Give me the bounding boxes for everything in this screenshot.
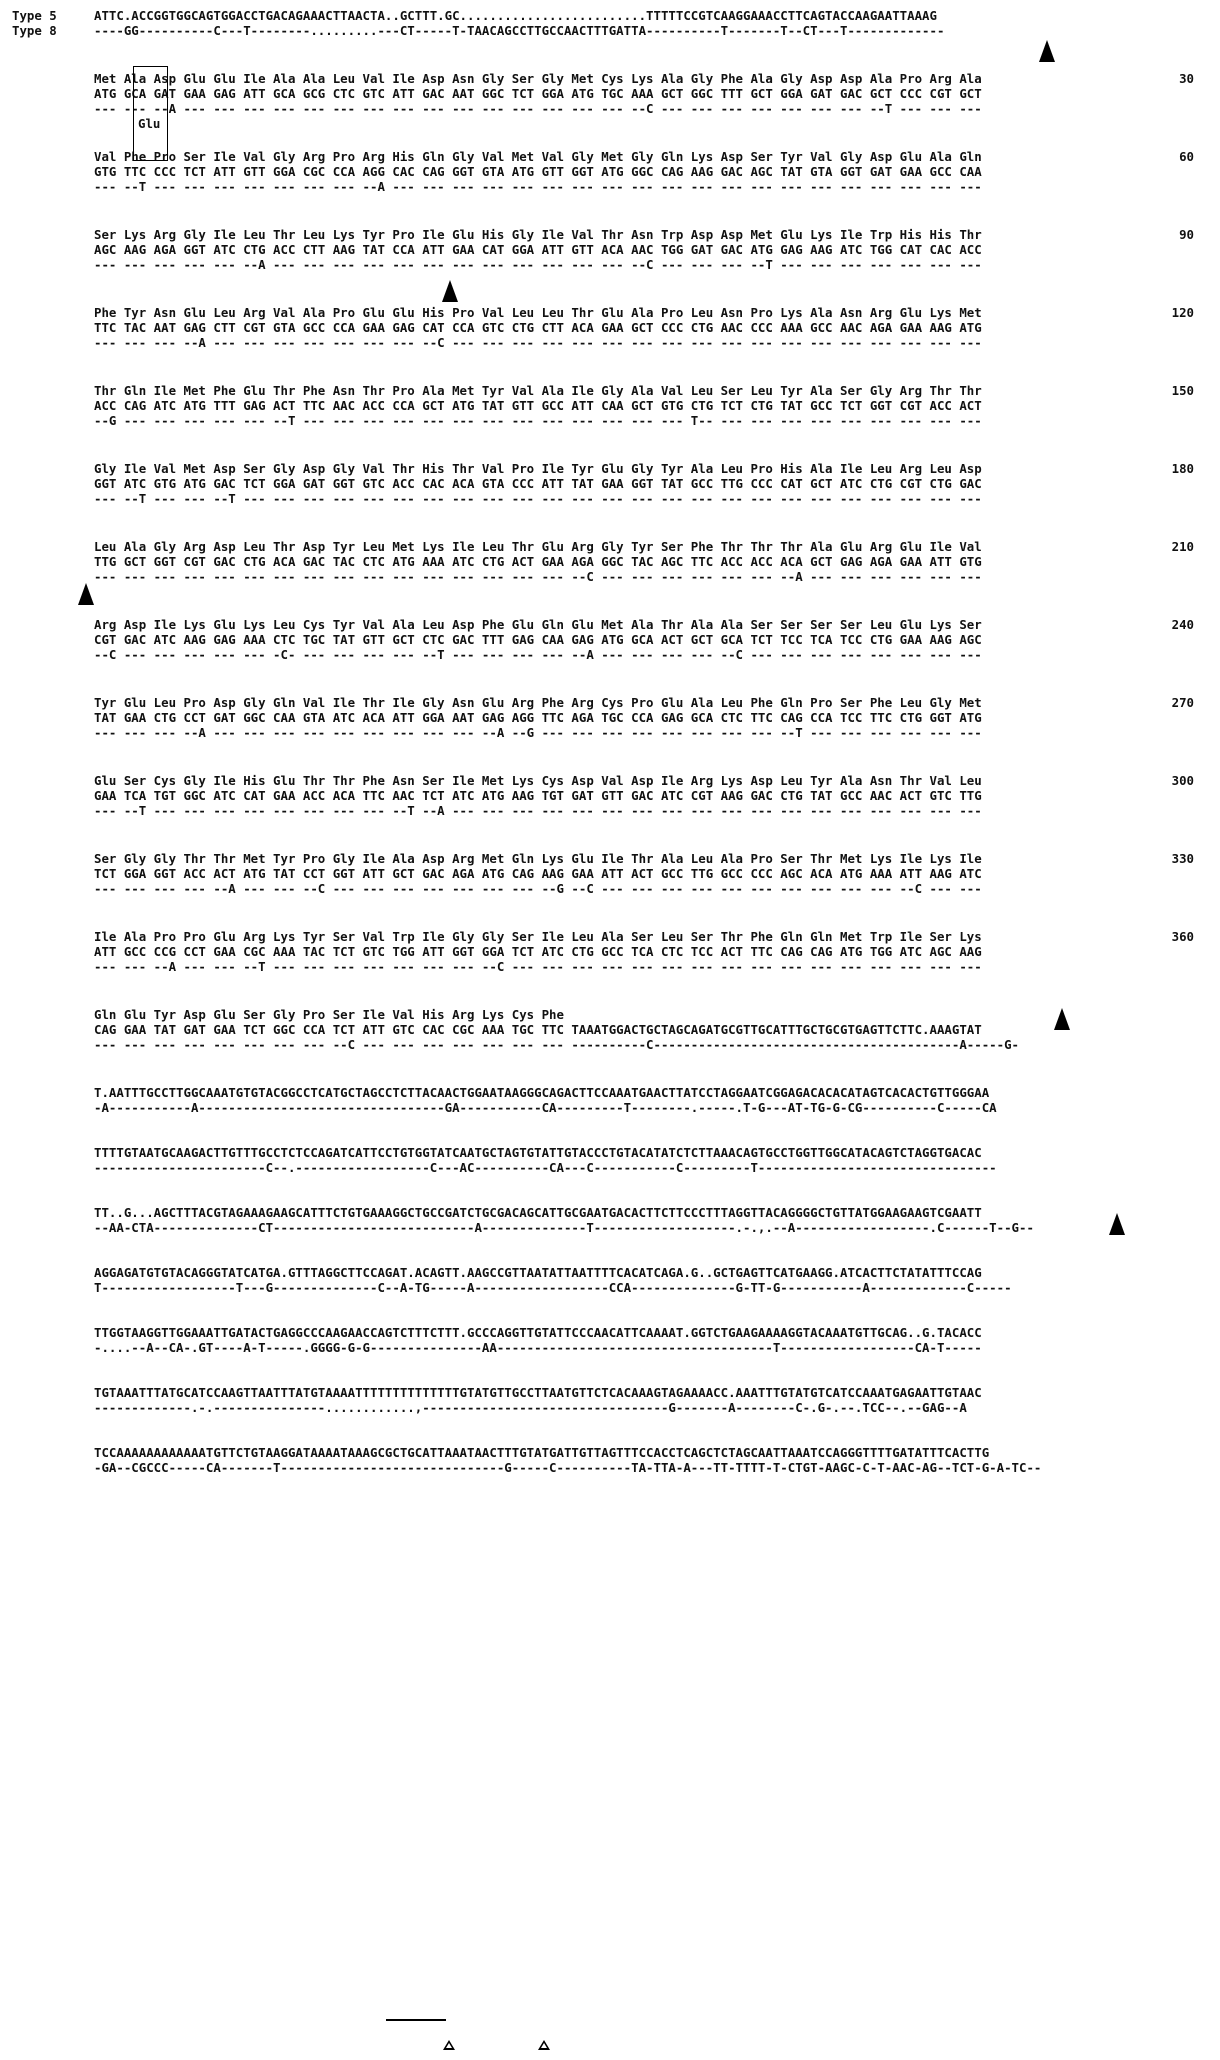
utr-difference-row: [12, 1220, 1208, 1235]
amino-acid-row: [12, 539, 1208, 554]
sequence-text: -----------------------C--.------------------C---AC----------CA---C-----------C---------T--------------------------------: [94, 1160, 997, 1175]
nucleotide-row: [12, 632, 1208, 647]
sequence-text: TTC TAC AAT GAG CTT CGT GTA GCC CCA GAA GAG CAT CCA GTC CTG CTT ACA GAA GCT CCC CTG AAC CCC AAA GCC AAC AGA GAA AAG ATG: [94, 320, 982, 335]
difference-row: [12, 881, 1208, 896]
utr-difference-row: [12, 1280, 1208, 1295]
residue-number: 30: [1179, 71, 1194, 86]
sequence-text: Ile Ala Pro Pro Glu Arg Lys Tyr Ser Val Trp Ile Gly Gly Ser Ile Leu Ala Ser Leu Ser Thr Phe Gln Gln Met Trp Ile Ser Lys: [94, 929, 982, 944]
sequence-text: ACC CAG ATC ATG TTT GAG ACT TTC AAC ACC CCA GCT ATG TAT GTT GCC ATT CAA GCT GTG CTG TCT CTG TAT GCC TCT GGT CGT ACC ACT: [94, 398, 982, 413]
sequence-text: --C --- --- --- --- --- -C- --- --- --- --- --T --- --- --- --- --A --- --- --- --- --C --- --- --- --- --- --- --- ---: [94, 647, 982, 662]
difference-row: [12, 959, 1208, 974]
nucleotide-row: [12, 86, 1208, 101]
difference-row: [12, 101, 1208, 116]
nucleotide-row: [12, 788, 1208, 803]
sequence-text: Val Phe Pro Ser Ile Val Gly Arg Pro Arg His Gln Gly Val Met Val Gly Met Gly Gln Lys Asp Ser Tyr Val Gly Asp Glu Ala Gln: [94, 149, 982, 164]
amino-acid-row: [12, 461, 1208, 476]
residue-number: 330: [1171, 851, 1194, 866]
header-row: [12, 23, 1208, 38]
utr-sequence-row: [12, 1205, 1208, 1220]
residue-number: 300: [1171, 773, 1194, 788]
sequence-text: Met Ala Asp Glu Glu Ile Ala Ala Leu Val Ile Asp Asn Gly Ser Gly Met Cys Lys Ala Gly Phe Ala Gly Asp Asp Ala Pro Arg Ala: [94, 71, 982, 86]
residue-number: 150: [1171, 383, 1194, 398]
sequence-text: --- --T --- --- --T --- --- --- --- --- --- --- --- --- --- --- --- --- --- --- --- --- --- --- --- --- --- --- --- ---: [94, 491, 982, 506]
residue-number: 120: [1171, 305, 1194, 320]
amino-acid-row: [12, 617, 1208, 632]
nucleotide-row: [12, 398, 1208, 413]
sequence-text: --- --- --- --- --- --- --- --- --- --- --- --- --- --- --- --- --C --- --- --- --- --- --- --A --- --- --- --- --- ---: [94, 569, 982, 584]
sequence-text: -....--A--CA-.GT----A-T-----.GGGG-G-G---------------AA-------------------------------------T------------------CA-T-----: [94, 1340, 982, 1355]
difference-row: [12, 335, 1208, 350]
codon-block: [12, 461, 1208, 506]
difference-row: [12, 569, 1208, 584]
cleavage-site-marker: [443, 2040, 455, 2050]
amino-acid-row: [12, 929, 1208, 944]
nucleotide-row: [12, 944, 1208, 959]
sequence-text: --- --- --- --- --- --- --- --- --C --- --- --- --- --- --- --- ----------C-----------------------------------------A-----G-: [94, 1037, 1020, 1052]
sequence-text: Tyr Glu Leu Pro Asp Gly Gln Val Ile Thr Ile Gly Asn Glu Arg Phe Arg Cys Pro Glu Ala Leu Phe Gln Pro Ser Phe Leu Gly Met: [94, 695, 982, 710]
utr-block: [12, 1085, 1208, 1115]
sequence-text: AGGAGATGTGTACAGGGTATCATGA.GTTTAGGCTTCCAGAT.ACAGTT.AAGCCGTTAATATTAATTTTCACATCAGA.G..GCTGAGTTCATGAAGG.ATCACTTCTATATTTCCAG: [94, 1265, 982, 1280]
utr-block: [12, 1325, 1208, 1355]
utr-block: [12, 1445, 1208, 1475]
splice-arrow-marker: [1054, 1008, 1070, 1030]
sequence-text: TTTTGTAATGCAAGACTTGTTTGCCTCTCCAGATCATTCCTGTGGTATCAATGCTAGTGTATTGTACCCTGTACATATCTCTTAAACAGTGCCTGGTTGGCATACAGTCTAGGTGACAC: [94, 1145, 982, 1160]
sequence-text: --- --- --- --A --- --- --- --- --- --- --- --C --- --- --- --- --- --- --- --- --- --- --- --- --- --- --- --- --- ---: [94, 335, 982, 350]
codon-block: [12, 305, 1208, 350]
sequence-text: T------------------T---G--------------C--A-TG-----A------------------CCA--------------G-TT-G-----------A-------------C-----: [94, 1280, 1012, 1295]
utr-sequence-row: [12, 1265, 1208, 1280]
sequence-text: --- --- --- --A --- --- --- --- --- --- --- --- --- --A --G --- --- --- --- --- --- --- --- --T --- --- --- --- --- ---: [94, 725, 982, 740]
sequence-text: Gln Glu Tyr Asp Glu Ser Gly Pro Ser Ile Val His Arg Lys Cys Phe: [94, 1007, 564, 1022]
sequence-text: --- --T --- --- --- --- --- --- --- --- --T --A --- --- --- --- --- --- --- --- --- --- --- --- --- --- --- --- --- ---: [94, 803, 982, 818]
polyadenylation-signal-underline: [386, 2019, 446, 2021]
sequence-text: -A-----------A---------------------------------GA-----------CA---------T--------.-----.T-G---AT-TG-G-CG----------C-----CA: [94, 1100, 997, 1115]
cleavage-site-marker: [538, 2040, 550, 2050]
nucleotide-row: [12, 320, 1208, 335]
sequence-text: ATTC.ACCGGTGGCAGTGGACCTGACAGAAACTTAACTA..GCTTT.GC.........................TTTTTCCGTCAAGGAAACCTTCAGTACCAAGAATTAAAG: [94, 8, 937, 23]
sequence-text: GGT ATC GTG ATG GAC TCT GGA GAT GGT GTC ACC CAC ACA GTA CCC ATT TAT GAA GGT TAT GCC TTG CCC CAT GCT ATC CTG CGT CTG GAC: [94, 476, 982, 491]
utr-block: [12, 1265, 1208, 1295]
sequence-text: Glu Ser Cys Gly Ile His Glu Thr Thr Phe Asn Ser Ile Met Lys Cys Asp Val Asp Ile Arg Lys Asp Leu Tyr Ala Asn Thr Val Leu: [94, 773, 982, 788]
amino-acid-row: [12, 149, 1208, 164]
codon-block: [12, 71, 1208, 131]
codon-block: [12, 695, 1208, 740]
sequence-text: Ser Gly Gly Thr Thr Met Tyr Pro Gly Ile Ala Asp Arg Met Gln Lys Glu Ile Thr Ala Leu Ala Pro Ser Thr Met Lys Ile Lys Ile: [94, 851, 982, 866]
codon-block: [12, 383, 1208, 428]
utr-difference-row: [12, 1400, 1208, 1415]
sequence-text: T.AATTTGCCTTGGCAAATGTGTACGGCCTCATGCTAGCCTCTTACAACTGGAATAAGGGCAGACTTCCAAATGAACTTATCCTAGGAATCGGAGACACACATAGTCACACTGTTGGGAA: [94, 1085, 990, 1100]
codon-block: [12, 929, 1208, 974]
sequence-text: TCCAAAAAAAAAAAATGTTCTGTAAGGATAAAATAAAGCGCTGCATTAAATAACTTTGTATGATTGTTAGTTTCCACCTCAGCTCTAGCAATTAAATCCAGGGTTTTGATATTTCACTTG: [94, 1445, 990, 1460]
utr-difference-row: [12, 1100, 1208, 1115]
utr-sequence-row: [12, 1325, 1208, 1340]
sequence-text: Arg Asp Ile Lys Glu Lys Leu Cys Tyr Val Ala Leu Asp Phe Glu Gln Glu Met Ala Thr Ala Ala Ser Ser Ser Ser Leu Glu Lys Ser: [94, 617, 982, 632]
utr-block: [12, 1145, 1208, 1175]
difference-row: [12, 179, 1208, 194]
amino-acid-row: [12, 71, 1208, 86]
sequence-text: TAT GAA CTG CCT GAT GGC CAA GTA ATC ACA ATT GGA AAT GAG AGG TTC AGA TGC CCA GAG GCA CTC TTC CAG CCA TCC TTC CTG GGT ATG: [94, 710, 982, 725]
sequence-text: Ser Lys Arg Gly Ile Leu Thr Leu Lys Tyr Pro Ile Glu His Gly Ile Val Thr Asn Trp Asp Asp Met Glu Lys Ile Trp His His Thr: [94, 227, 982, 242]
sequence-text: TTGGTAAGGTTGGAAATTGATACTGAGGCCCAAGAACCAGTCTTTCTTT.GCCCAGGTTGTATTCCCAACATTCAAAAT.GGTCTGAAGAAAAGGTACAAATGTTGCAG..G.TACACC: [94, 1325, 982, 1340]
utr-block: [12, 1205, 1208, 1235]
nucleotide-row: [12, 710, 1208, 725]
sequence-text: CAG GAA TAT GAT GAA TCT GGC CCA TCT ATT GTC CAC CGC AAA TGC TTC TAAATGGACTGCTAGCAGATGCGTTGCATTTGCTGCGTGAGTTCTTC.AAAGTAT: [94, 1022, 982, 1037]
codon-block: [12, 539, 1208, 584]
sequence-type-label: Type 8: [12, 23, 57, 38]
nucleotide-row: [12, 866, 1208, 881]
sequence-text: GAA TCA TGT GGC ATC CAT GAA ACC ACA TTC AAC TCT ATC ATG AAG TGT GAT GTT GAC ATC CGT AAG GAC CTG TAT GCC AAC ACT GTC TTG: [94, 788, 982, 803]
residue-number: 90: [1179, 227, 1194, 242]
codon-block: [12, 149, 1208, 194]
sequence-type-label: Type 5: [12, 8, 57, 23]
codon-block: [12, 617, 1208, 662]
difference-row: [12, 647, 1208, 662]
sequence-text: ----GG----------C---T--------.........---CT-----T-TAACAGCCTTGCCAACTTTGATTA----------T-------T--CT---T-------------: [94, 23, 945, 38]
sequence-text: AGC AAG AGA GGT ATC CTG ACC CTT AAG TAT CCA ATT GAA CAT GGA ATT GTT ACA AAC TGG GAT GAC ATG GAG AAG ATC TGG CAT CAC ACC: [94, 242, 982, 257]
sequence-text: GTG TTC CCC TCT ATT GTT GGA CGC CCA AGG CAC CAG GGT GTA ATG GTT GGT ATG GGC CAG AAG GAC AGC TAT GTA GGT GAT GAA GCC CAA: [94, 164, 982, 179]
sequence-text: TGTAAATTTATGCATCCAAGTTAATTTATGTAAAATTTTTTTTTTTTTTGTATGTTGCCTTAATGTTCTCACAAAGTAGAAAACC.AAATTTGTATGTCATCCAAATGAGAATTGTAAC: [94, 1385, 982, 1400]
residue-number: 240: [1171, 617, 1194, 632]
amino-acid-row: [12, 695, 1208, 710]
residue-number: 270: [1171, 695, 1194, 710]
sequence-text: --- --- --A --- --- --- --- --- --- --- --- --- --- --- --- --- --- --- --C --- --- --- --- --- --- --- --T --- --- ---: [94, 101, 982, 116]
codon-block: [12, 1007, 1208, 1052]
sequence-text: -------------.-.---------------............,---------------------------------G-------A--------C-.G-.--.TCC--.--GAG--A: [94, 1400, 967, 1415]
sequence-text: Thr Gln Ile Met Phe Glu Thr Phe Asn Thr Pro Ala Met Tyr Val Ala Ile Gly Ala Val Leu Ser Leu Tyr Ala Ser Gly Arg Thr Thr: [94, 383, 982, 398]
utr-difference-row: [12, 1160, 1208, 1175]
residue-number: 60: [1179, 149, 1194, 164]
sequence-text: TT..G...AGCTTTACGTAGAAAGAAGCATTTCTGTGAAAGGCTGCCGATCTGCGACAGCATTGCGAATGACACTTCTTCCCTTTAGGTTACAGGGGCTGTTATGGAAGAAGTCGAATT: [94, 1205, 982, 1220]
splice-arrow-marker: [1109, 1213, 1125, 1235]
difference-row: [12, 413, 1208, 428]
substituted-residue-row: [12, 116, 1208, 131]
utr-sequence-row: [12, 1085, 1208, 1100]
alignment-header: [12, 8, 1208, 71]
utr-sequence-row: [12, 1145, 1208, 1160]
nucleotide-row: [12, 554, 1208, 569]
difference-row: [12, 725, 1208, 740]
utr-sequence-row: [12, 1385, 1208, 1400]
utr-sequence-row: [12, 1445, 1208, 1460]
amino-acid-row: [12, 227, 1208, 242]
sequence-text: Gly Ile Val Met Asp Ser Gly Asp Gly Val Thr His Thr Val Pro Ile Tyr Glu Gly Tyr Ala Leu Pro His Ala Ile Leu Arg Leu Asp: [94, 461, 982, 476]
amino-acid-row: [12, 851, 1208, 866]
substituted-residue: Glu: [138, 116, 161, 131]
residue-number: 210: [1171, 539, 1194, 554]
sequence-text: TCT GGA GGT ACC ACT ATG TAT CCT GGT ATT GCT GAC AGA ATG CAG AAG GAA ATT ACT GCC TTG GCC CCC AGC ACA ATG AAA ATT AAG ATC: [94, 866, 982, 881]
sequence-text: CGT GAC ATC AAG GAG AAA CTC TGC TAT GTT GCT CTC GAC TTT GAG CAA GAG ATG GCA ACT GCT GCA TCT TCC TCA TCC CTG GAA AAG AGC: [94, 632, 982, 647]
residue-number: 360: [1171, 929, 1194, 944]
splice-arrow-marker: [78, 583, 94, 605]
codon-box-highlight: [133, 66, 168, 161]
nucleotide-row: [12, 164, 1208, 179]
utr-block: [12, 1385, 1208, 1415]
sequence-text: -GA--CGCCC-----CA-------T------------------------------G-----C----------TA-TTA-A---TT-TTTT-T-CTGT-AAGC-C-T-AAC-AG--TCT-G-A-TC--: [94, 1460, 1042, 1475]
nucleotide-row: [12, 1022, 1208, 1037]
sequence-text: Phe Tyr Asn Glu Leu Arg Val Ala Pro Glu Glu His Pro Val Leu Leu Thr Glu Ala Pro Leu Asn Pro Lys Ala Asn Arg Glu Lys Met: [94, 305, 982, 320]
codon-block: [12, 773, 1208, 818]
sequence-text: ATT GCC CCG CCT GAA CGC AAA TAC TCT GTC TGG ATT GGT GGA TCT ATC CTG GCC TCA CTC TCC ACT TTC CAG CAG ATG TGG ATC AGC AAG: [94, 944, 982, 959]
sequence-text: --AA-CTA--------------CT---------------------------A--------------T-------------------.-.,.--A------------------.C------T--G--: [94, 1220, 1034, 1235]
codon-block: [12, 851, 1208, 896]
sequence-text: --- --T --- --- --- --- --- --- --- --A --- --- --- --- --- --- --- --- --- --- --- --- --- --- --- --- --- --- --- ---: [94, 179, 982, 194]
header-row: [12, 8, 1208, 23]
amino-acid-row: [12, 305, 1208, 320]
coding-region: [12, 71, 1208, 1085]
utr-difference-row: [12, 1460, 1208, 1475]
residue-number: 180: [1171, 461, 1194, 476]
sequence-alignment-figure: [12, 8, 1208, 2052]
nucleotide-row: [12, 476, 1208, 491]
utr-region: [12, 1085, 1208, 1505]
sequence-text: --G --- --- --- --- --- --T --- --- --- --- --- --- --- --- --- --- --- --- --- T-- --- --- --- --- --- --- --- --- ---: [94, 413, 982, 428]
amino-acid-row: [12, 773, 1208, 788]
codon-block: [12, 227, 1208, 272]
splice-arrow-marker: [1039, 40, 1055, 62]
difference-row: [12, 491, 1208, 506]
difference-row: [12, 1037, 1208, 1052]
difference-row: [12, 803, 1208, 818]
sequence-text: --- --- --- --- --A --- --- --C --- --- --- --- --- --- --- --G --C --- --- --- --- --- --- --- --- --- --- --C --- ---: [94, 881, 982, 896]
sequence-text: Leu Ala Gly Arg Asp Leu Thr Asp Tyr Leu Met Lys Ile Leu Thr Glu Arg Gly Tyr Ser Phe Thr Thr Thr Ala Glu Arg Glu Ile Val: [94, 539, 982, 554]
sequence-text: TTG GCT GGT CGT GAC CTG ACA GAC TAC CTC ATG AAA ATC CTG ACT GAA AGA GGC TAC AGC TTC ACC ACC ACA GCT GAG AGA GAA ATT GTG: [94, 554, 982, 569]
amino-acid-row: [12, 1007, 1208, 1022]
amino-acid-row: [12, 383, 1208, 398]
sequence-text: ATG GCA GAT GAA GAG ATT GCA GCG CTC GTC ATT GAC AAT GGC TCT GGA ATG TGC AAA GCT GGC TTT GCT GGA GAT GAC GCT CCC CGT GCT: [94, 86, 982, 101]
sequence-text: --- --- --- --- --- --A --- --- --- --- --- --- --- --- --- --- --- --- --C --- --- --- --T --- --- --- --- --- --- ---: [94, 257, 982, 272]
difference-row: [12, 257, 1208, 272]
nucleotide-row: [12, 242, 1208, 257]
splice-arrow-marker: [442, 280, 458, 302]
utr-difference-row: [12, 1340, 1208, 1355]
sequence-text: --- --- --A --- --- --T --- --- --- --- --- --- --- --C --- --- --- --- --- --- --- --- --- --- --- --- --- --- --- ---: [94, 959, 982, 974]
